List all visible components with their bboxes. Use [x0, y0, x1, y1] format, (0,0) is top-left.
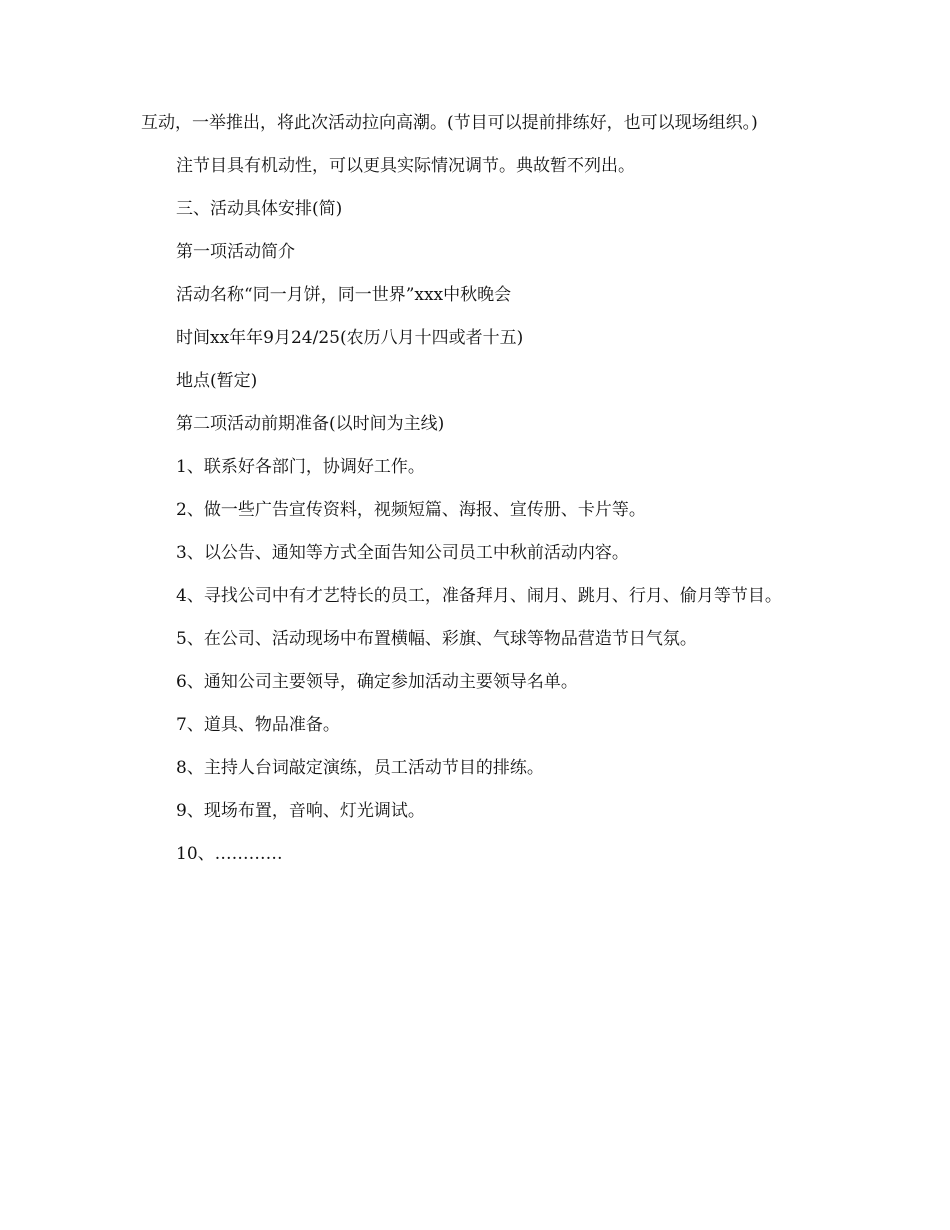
list-item: 8、主持人台词敲定演练，员工活动节目的排练。	[176, 758, 544, 778]
event-name: 活动名称“同一月饼，同一世界”xxx中秋晚会	[176, 285, 512, 305]
list-item: 5、在公司、活动现场中布置横幅、彩旗、气球等物品营造节日气氛。	[176, 629, 697, 649]
paragraph-continuation: 互动，一举推出，将此次活动拉向高潮。(节目可以提前排练好，也可以现场组织。)	[141, 113, 758, 133]
subsection-heading: 第一项活动简介	[176, 242, 295, 262]
list-item: 1、联系好各部门，协调好工作。	[176, 457, 425, 477]
event-time: 时间xx年年9月24/25(农历八月十四或者十五)	[176, 328, 524, 348]
list-item: 6、通知公司主要领导，确定参加活动主要领导名单。	[176, 672, 578, 692]
list-item: 3、以公告、通知等方式全面告知公司员工中秋前活动内容。	[176, 543, 629, 563]
list-item: 4、寻找公司中有才艺特长的员工，准备拜月、闹月、跳月、行月、偷月等节目。	[176, 586, 782, 606]
paragraph-note: 注节目具有机动性，可以更具实际情况调节。典故暂不列出。	[176, 156, 635, 176]
subsection-heading: 第二项活动前期准备(以时间为主线)	[176, 414, 445, 434]
list-item: 7、道具、物品准备。	[176, 715, 340, 735]
document-body	[141, 112, 809, 886]
section-heading: 三、活动具体安排(简)	[176, 199, 343, 219]
list-item: 10、…………	[176, 844, 283, 864]
list-item: 2、做一些广告宣传资料，视频短篇、海报、宣传册、卡片等。	[176, 500, 646, 520]
event-location: 地点(暂定)	[176, 371, 258, 391]
list-item: 9、现场布置，音响、灯光调试。	[176, 801, 425, 821]
